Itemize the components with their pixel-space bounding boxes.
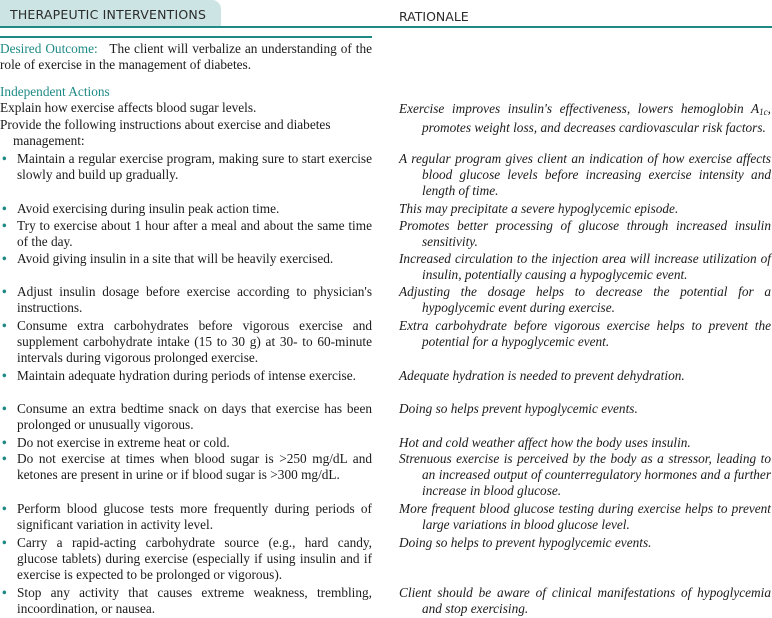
- rationale-item: Strenuous exercise is perceived by the body as a stressor, leading to an increased output of counterregulatory hormones and a further increase in blood glucose.: [399, 451, 771, 499]
- bullet-icon: •: [2, 318, 7, 333]
- list-item: • Avoid giving insulin in a site that will be heavily exercised.: [2, 251, 334, 266]
- desired-outcome: [0, 41, 372, 73]
- rationale-item: Adjusting the dosage helps to decrease the potential for a hypoglycemic event during exercise.: [399, 284, 771, 316]
- intervention-provide: Provide the following instructions about exercise and diabetes management:: [0, 117, 331, 149]
- left-column-divider: [0, 36, 372, 38]
- desired-outcome-text: The client will verbalize an understanding of the role of exercise in the management of diabetes.: [0, 41, 372, 73]
- list-item: • Try to exercise about 1 hour after a meal and about the same time of the day.: [2, 218, 372, 250]
- list-item: • Do not exercise at times when blood sugar is >250 mg/dL and ketones are present in urine or if blood sugar is >300 mg/dL.: [2, 451, 372, 483]
- bullet-icon: •: [2, 501, 7, 516]
- table-header: [0, 0, 772, 28]
- list-item: • Stop any activity that causes extreme weakness, trembling, incoordination, or nausea.: [2, 585, 372, 617]
- rationale-item: A regular program gives client an indication of how exercise affects blood glucose levels before increasing exercise intensity and length of time.: [399, 151, 771, 199]
- bullet-icon: •: [2, 284, 7, 299]
- list-item: • Adjust insulin dosage before exercise according to physician's instructions.: [2, 284, 372, 316]
- bullet-icon: •: [2, 368, 7, 383]
- list-item: • Consume an extra bedtime snack on days that exercise has been prolonged or unusually vigorous.: [2, 401, 372, 433]
- rationale-item: Extra carbohydrate before vigorous exercise helps to prevent the potential for a hypoglycemic event.: [399, 318, 771, 350]
- rationale-item: Promotes better processing of glucose through increased insulin sensitivity.: [399, 218, 771, 250]
- bullet-icon: •: [2, 251, 7, 266]
- desired-outcome-label: Desired Outcome:: [0, 41, 98, 56]
- bullet-icon: •: [2, 535, 7, 550]
- bullet-icon: •: [2, 201, 7, 216]
- interventions-header-tab: [0, 0, 221, 26]
- rationale-item: Adequate hydration is needed to prevent dehydration.: [399, 368, 685, 383]
- rationale-item: This may precipitate a severe hypoglycemic episode.: [399, 201, 679, 216]
- rationale-item: Client should be aware of clinical manifestations of hypoglycemia and stop exercising.: [399, 585, 771, 617]
- section-heading: Independent Actions: [0, 84, 110, 99]
- list-item: • Maintain a regular exercise program, making sure to start exercise slowly and build up gradually.: [2, 151, 372, 183]
- rationale-item: Exercise improves insulin's effectiveness, lowers hemoglobin $A_{1c}$, promotes weight loss, and decreases cardiovascular risk factors.: [399, 101, 771, 136]
- rationale-header-label: RATIONALE: [399, 9, 469, 24]
- bullet-icon: •: [2, 218, 7, 233]
- list-item: • Perform blood glucose tests more frequently during periods of significant variation in activity level.: [2, 501, 372, 533]
- intervention-explain: Explain how exercise affects blood sugar levels.: [0, 100, 257, 115]
- list-item: • Carry a rapid-acting carbohydrate source (e.g., hard candy, glucose tablets) during exercise (especially if using insulin and if exercise is expected to be prolonged or vigorous).: [2, 535, 372, 583]
- rationale-item: Increased circulation to the injection area will increase utilization of insulin, potentially causing a hypoglycemic event.: [399, 251, 771, 283]
- rationale-item: More frequent blood glucose testing during exercise helps to prevent large variations in blood glucose level.: [399, 501, 771, 533]
- rationale-item: Doing so helps to prevent hypoglycemic events.: [399, 535, 652, 550]
- interventions-header-label: THERAPEUTIC INTERVENTIONS: [10, 7, 207, 22]
- list-item: • Avoid exercising during insulin peak action time.: [2, 201, 280, 216]
- bullet-icon: •: [2, 451, 7, 466]
- list-item: • Do not exercise in extreme heat or cold.: [2, 435, 230, 450]
- bullet-icon: •: [2, 435, 7, 450]
- list-item: • Maintain adequate hydration during periods of intense exercise.: [2, 368, 356, 383]
- list-item: • Consume extra carbohydrates before vigorous exercise and supplement carbohydrate intake (15 to 30 g) at 30- to 60-minute intervals during vigorous prolonged exercise.: [2, 318, 372, 366]
- bullet-icon: •: [2, 151, 7, 166]
- header-divider: [0, 26, 772, 28]
- bullet-icon: •: [2, 585, 7, 600]
- bullet-icon: •: [2, 401, 7, 416]
- rationale-item: Hot and cold weather affect how the body uses insulin.: [399, 435, 691, 450]
- rationale-item: Doing so helps prevent hypoglycemic events.: [399, 401, 638, 416]
